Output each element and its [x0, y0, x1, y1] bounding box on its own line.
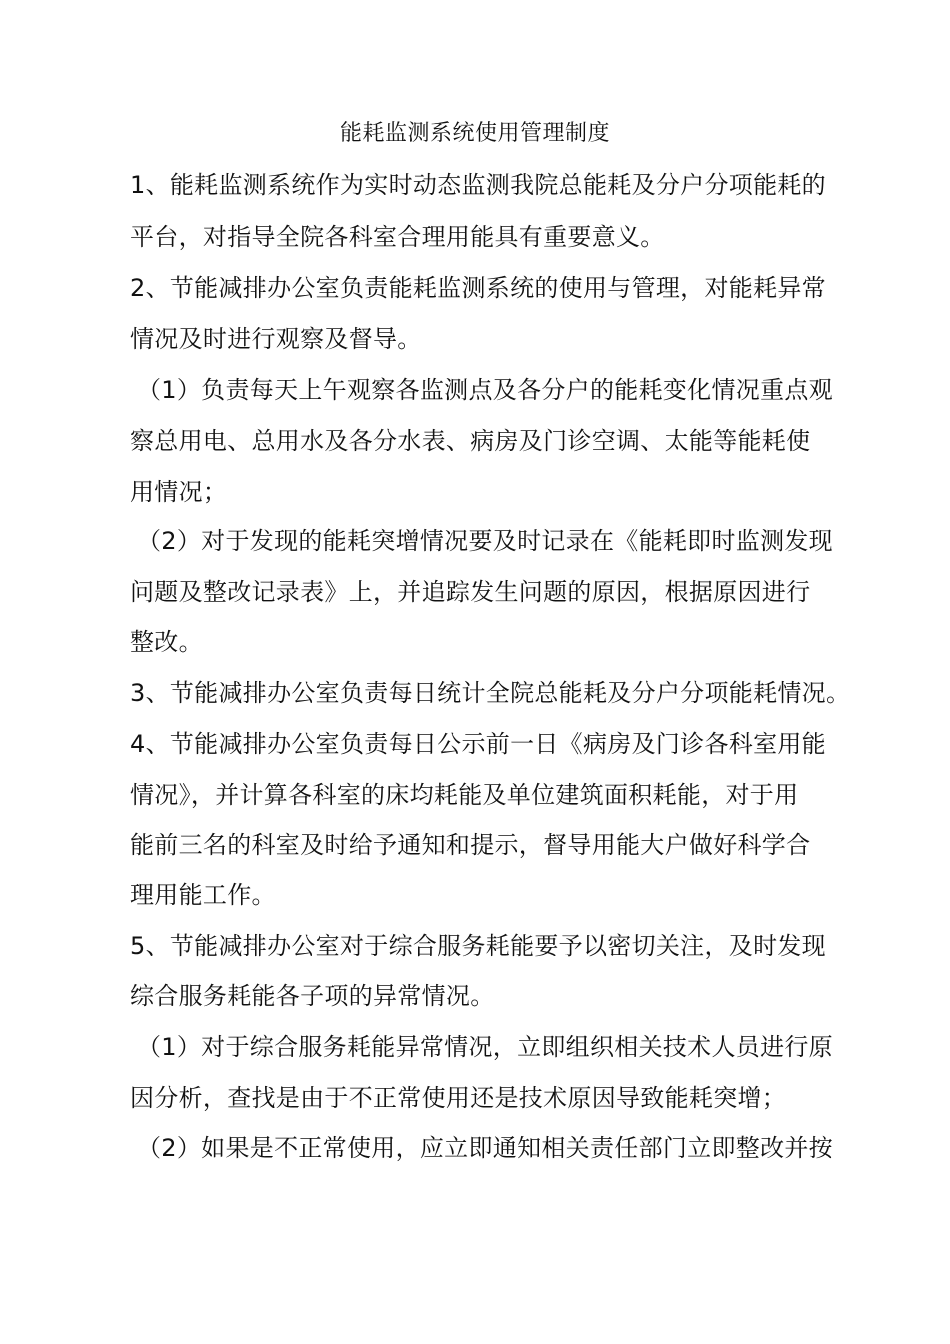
item-5-1-line-2: 因分析，查找是由于不正常使用还是技术原因导致能耗突增； — [130, 1084, 787, 1112]
paragraph-4-line-2: 情况》，并计算各科室的床均耗能及单位建筑面积耗能，对于用 — [130, 781, 799, 809]
item-2-2-line-3: 整改。 — [130, 628, 203, 656]
item-5-1-line-1: （1）对于综合服务耗能异常情况，立即组织相关技术人员进行原 — [137, 1033, 833, 1061]
item-5-2-line-1: （2）如果是不正常使用，应立即通知相关责任部门立即整改并按 — [137, 1134, 833, 1162]
paragraph-4-line-3: 能前三名的科室及时给予通知和提示，督导用能大户做好科学合 — [130, 831, 811, 859]
item-2-1-line-3: 用情况； — [130, 478, 228, 506]
item-2-1-line-2: 察总用电、总用水及各分水表、病房及门诊空调、太能等能耗使 — [130, 427, 811, 455]
paragraph-2-line-1: 2、节能减排办公室负责能耗监测系统的使用与管理，对能耗异常 — [130, 274, 826, 302]
paragraph-1-line-2: 平台，对指导全院各科室合理用能具有重要意义。 — [130, 223, 665, 251]
paragraph-3-line-1: 3、节能减排办公室负责每日统计全院总能耗及分户分项能耗情况。 — [130, 679, 851, 707]
paragraph-5-line-2: 综合服务耗能各子项的异常情况。 — [130, 982, 495, 1010]
item-2-1-line-1: （1）负责每天上午观察各监测点及各分户的能耗变化情况重点观 — [137, 376, 833, 404]
paragraph-4-line-1: 4、节能减排办公室负责每日公示前一日《病房及门诊各科室用能 — [130, 730, 826, 758]
paragraph-2-line-2: 情况及时进行观察及督导。 — [130, 325, 422, 353]
paragraph-4-line-4: 理用能工作。 — [130, 881, 276, 909]
document-title: 能耗监测系统使用管理制度 — [339, 121, 610, 146]
paragraph-1-line-1: 1、能耗监测系统作为实时动态监测我院总能耗及分户分项能耗的 — [130, 171, 826, 199]
item-2-2-line-1: （2）对于发现的能耗突增情况要及时记录在《能耗即时监测发现 — [137, 527, 833, 555]
item-2-2-line-2: 问题及整改记录表》上，并追踪发生问题的原因，根据原因进行 — [130, 578, 811, 606]
paragraph-5-line-1: 5、节能减排办公室对于综合服务耗能要予以密切关注，及时发现 — [130, 932, 826, 960]
